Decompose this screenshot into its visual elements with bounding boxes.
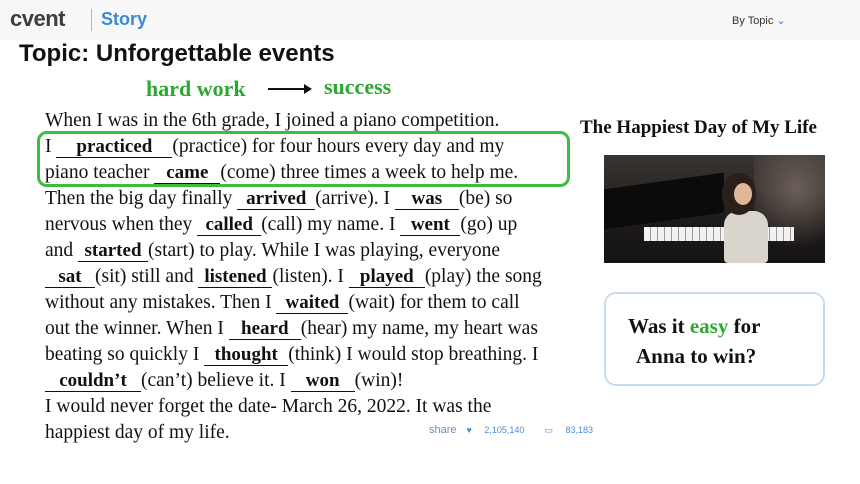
answer-blank: was [395,189,459,210]
likes-count[interactable]: ♥ 2,105,140 [466,425,525,435]
answer-blank: started [78,241,148,262]
question-line-2: Anna to win? [636,344,757,368]
story-line-9: out the winner. When I heard (hear) my name, my heart was [45,318,538,339]
comment-icon: ▭ [544,425,553,435]
girl-body [724,211,768,263]
right-arrow-icon [268,88,310,90]
piano-shape [604,173,724,230]
chevron-down-icon: ⌄ [776,15,786,27]
heart-icon: ♥ [466,425,472,435]
story-line-13: happiest day of my life. [45,422,230,443]
story-line-10: beating so quickly I thought (think) I would stop breathing. I [45,344,539,365]
answer-blank: won [291,371,355,392]
answer-blank: thought [204,345,288,366]
answer-blank: waited [276,293,348,314]
story-line-12: I would never forget the date- March 26, 2022. It was the [45,396,492,417]
answer-blank: practiced [56,137,172,158]
story-line-3: piano teacher came (come) three times a week to help me. [45,162,519,183]
story-nav-link[interactable]: Story [101,9,148,29]
girl-playing-piano-photo [604,155,825,263]
theme-hard-work: hard work [146,76,246,101]
by-topic-label: By Topic [732,15,774,27]
question-box [604,292,825,386]
story-line-7: sat (sit) still and listened (listen). I played (play) the song [45,265,542,289]
answer-blank: went [400,215,460,236]
page-title: Topic: Unforgettable events [19,40,343,68]
answer-blank: couldn’t [45,371,141,392]
story-line-6: and started (start) to play. While I was playing, everyone [45,240,501,261]
side-title: The Happiest Day of My Life [580,117,817,138]
theme-success: success [324,74,392,99]
question-line-1: Was it easy for [628,314,761,338]
answer-blank: came [154,163,220,184]
answer-blank: heard [229,319,301,340]
top-bar [0,0,860,40]
piano-keys [644,227,794,241]
share-button[interactable]: share [429,424,457,436]
share-stats [429,424,613,436]
answer-blank: listened [198,267,272,288]
story-line-2: I practiced (practice) for four hours every day and my [45,136,505,157]
answer-blank: called [197,215,261,236]
by-topic-dropdown[interactable] [732,14,786,27]
cvent-logo[interactable]: cvent [10,6,65,31]
answer-blank: sat [45,267,95,288]
girl-face [734,183,752,205]
story-line-4: Then the big day finally arrived (arrive). I was (be) so [45,188,513,209]
story-line-11: couldn’t (can’t) believe it. I won (win)! [45,369,403,393]
story-line-8: without any mistakes. Then I waited (wait) for them to call [45,292,520,313]
logo-divider [91,9,92,31]
comments-count[interactable]: ▭ 83,183 [544,425,593,435]
story-line-1: When I was in the 6th grade, I joined a piano competition. [45,110,500,131]
answer-blank: arrived [237,189,315,210]
answer-blank: played [349,267,425,288]
story-line-5: nervous when they called (call) my name. I went (go) up [45,214,518,235]
